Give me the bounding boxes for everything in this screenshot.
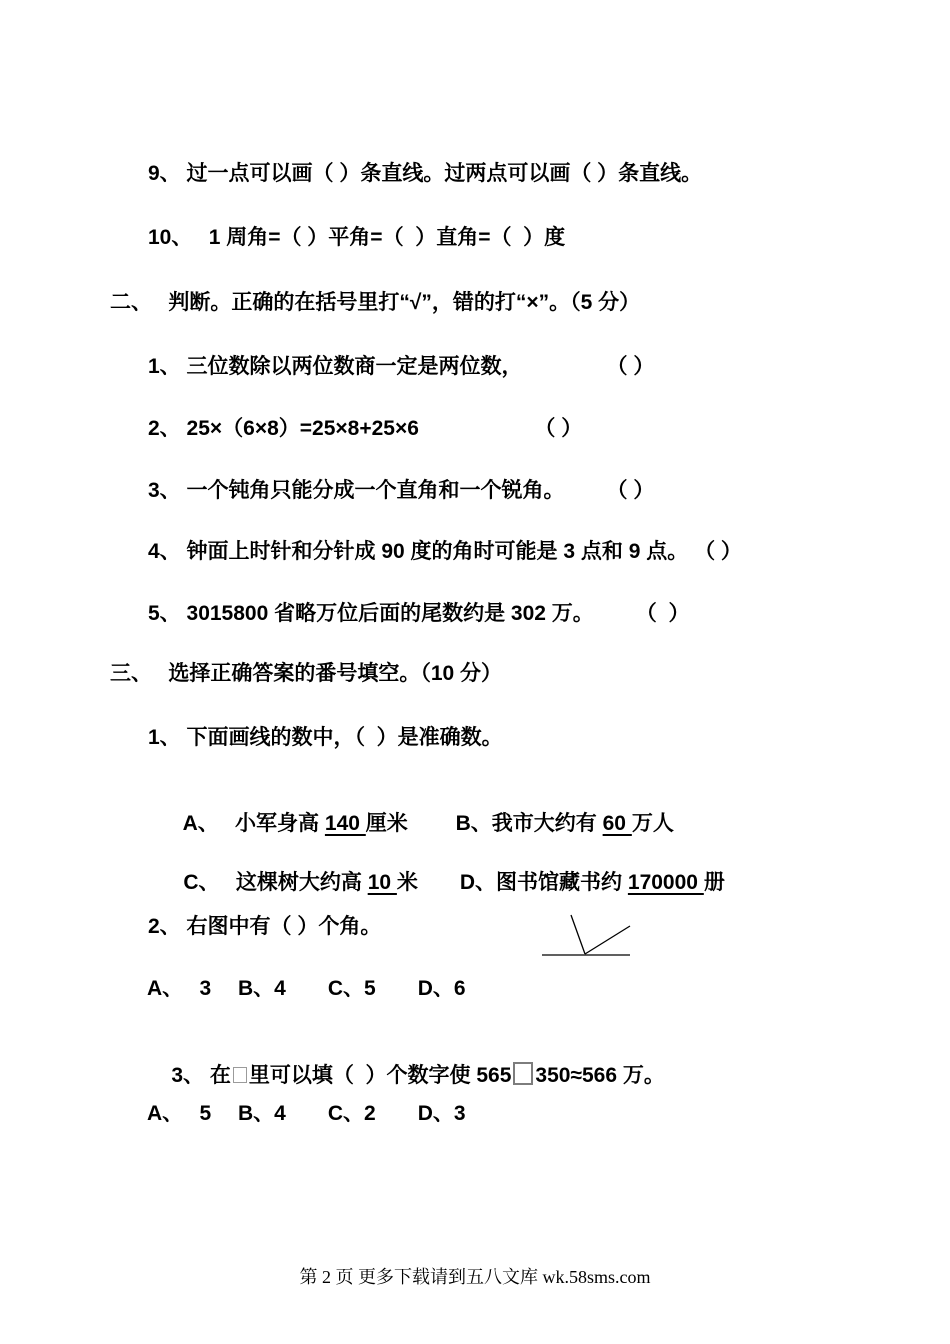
- page-footer: 第 2 页 更多下载请到五八文库 wk.58sms.com: [299, 1267, 651, 1287]
- section-choice-header: 三、 选择正确答案的番号填空。（10 分）: [110, 662, 503, 685]
- choice-q1-stem: 1、 下面画线的数中，（ ）是准确数。: [148, 726, 503, 749]
- q3-stem-part2: 里可以填（ ）个数字使 565: [248, 1064, 512, 1087]
- q3-stem-part3: 350≈566 万。: [535, 1064, 665, 1087]
- option-b-suffix: 万人: [631, 812, 674, 835]
- choice-q3-stem: [148, 1038, 665, 1112]
- option-a-suffix: 厘米: [365, 812, 456, 835]
- choice-q1-options-cd: [160, 847, 725, 919]
- option-c-suffix: 米: [396, 871, 460, 894]
- option-d-suffix: 册: [703, 871, 725, 894]
- choice-q3-options: A、 5 B、4 C、2 D、3: [147, 1102, 466, 1125]
- judge-item-1: 1、 三位数除以两位数商一定是两位数， （ ）: [148, 355, 655, 378]
- fill-blank-question-9: 9、 过一点可以画（ ）条直线。过两点可以画（ ）条直线。: [148, 162, 703, 185]
- judge-item-3: 3、 一个钝角只能分成一个直角和一个锐角。 （ ）: [148, 479, 655, 502]
- option-d-prefix: D、图书馆藏书约: [459, 871, 628, 894]
- option-a-underlined-number: 140: [324, 812, 366, 835]
- large-blank-box: [513, 1062, 533, 1085]
- section-judge-header: 二、 判断。正确的在括号里打“√”，错的打“×”。（5 分）: [110, 291, 641, 314]
- option-b-prefix: B、我市大约有: [455, 812, 603, 835]
- judge-item-2: 2、 25×（6×8）=25×8+25×6 （ ）: [148, 417, 583, 440]
- judge-item-4: 4、 钟面上时针和分针成 90 度的角时可能是 3 点和 9 点。 （ ）: [148, 540, 742, 563]
- option-b-underlined-number: 60: [602, 812, 632, 835]
- option-c-prefix: C、 这棵树大约高: [183, 871, 368, 894]
- option-c-underlined-number: 10: [367, 871, 397, 894]
- small-blank-box: [233, 1067, 247, 1083]
- choice-q2-stem: 2、 右图中有（ ）个角。: [148, 915, 382, 938]
- q3-stem-part1: 3、 在: [171, 1064, 231, 1087]
- judge-item-5: 5、 3015800 省略万位后面的尾数约是 302 万。 （ ）: [148, 602, 690, 625]
- fill-blank-question-10: 10、 1 周角=（ ）平角=（ ）直角=（ ）度: [148, 226, 566, 249]
- option-a-prefix: A、 小军身高: [182, 812, 325, 835]
- option-d-underlined-number: 170000: [627, 871, 704, 894]
- angle-rays-diagram: [535, 903, 640, 963]
- choice-q2-options: A、 3 B、4 C、5 D、6: [147, 977, 466, 1000]
